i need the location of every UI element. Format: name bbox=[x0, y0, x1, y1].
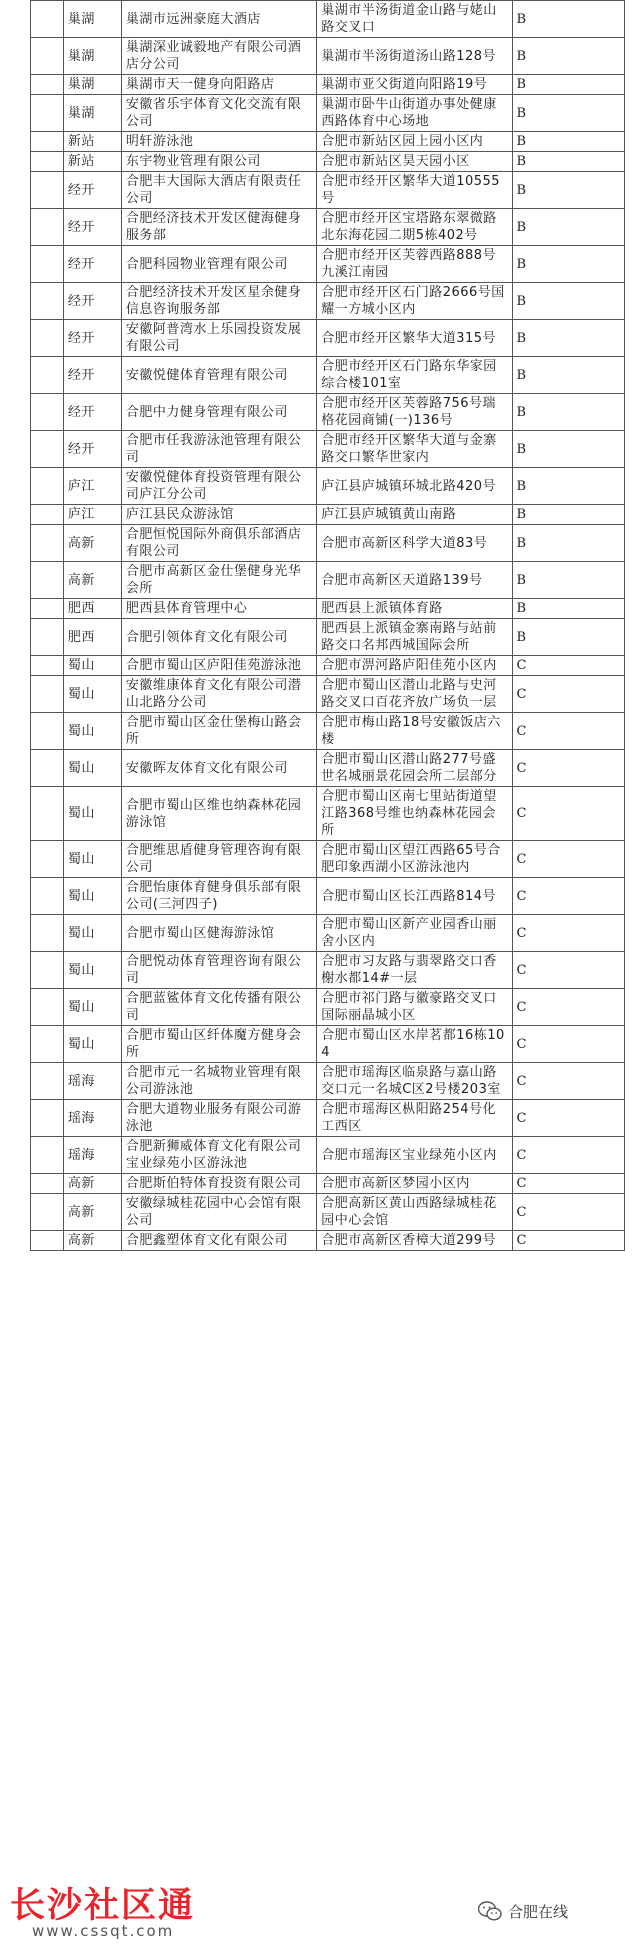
grade-cell: C bbox=[512, 952, 624, 989]
area-cell: 巢湖 bbox=[63, 1, 121, 38]
table-row bbox=[31, 841, 625, 878]
row-blank-cell bbox=[31, 952, 64, 989]
venue-name-cell: 安徽晖友体育文化有限公司 bbox=[121, 750, 316, 787]
row-blank-cell bbox=[31, 656, 64, 676]
venue-name-cell: 合肥市蜀山区金仕堡梅山路会所 bbox=[121, 713, 316, 750]
row-blank-cell bbox=[31, 1026, 64, 1063]
area-cell: 瑶海 bbox=[63, 1063, 121, 1100]
table-row bbox=[31, 95, 625, 132]
row-blank-cell bbox=[31, 841, 64, 878]
row-blank-cell bbox=[31, 619, 64, 656]
watermark-site bbox=[10, 1886, 250, 1940]
address-cell: 合肥市新站区园上园小区内 bbox=[317, 132, 512, 152]
venue-name-cell: 合肥引领体育文化有限公司 bbox=[121, 619, 316, 656]
venue-name-cell: 巢湖深业诚毅地产有限公司酒店分公司 bbox=[121, 38, 316, 75]
row-blank-cell bbox=[31, 95, 64, 132]
watermark-account-name: 合肥在线 bbox=[508, 1902, 569, 1921]
area-cell: 经开 bbox=[63, 246, 121, 283]
venue-name-cell: 合肥鑫塑体育文化有限公司 bbox=[121, 1231, 316, 1251]
address-cell: 合肥市高新区科学大道83号 bbox=[317, 525, 512, 562]
table-row bbox=[31, 525, 625, 562]
address-cell: 合肥市蜀山区南七里站街道望江路368号维也纳森林花园会所 bbox=[317, 787, 512, 841]
row-blank-cell bbox=[31, 209, 64, 246]
table-row bbox=[31, 989, 625, 1026]
venue-name-cell: 安徽绿城桂花园中心会馆有限公司 bbox=[121, 1194, 316, 1231]
area-cell: 瑶海 bbox=[63, 1100, 121, 1137]
table-row bbox=[31, 1137, 625, 1174]
venue-name-cell: 安徽维康体育文化有限公司潜山北路分公司 bbox=[121, 676, 316, 713]
address-cell: 合肥市经开区芙蓉路756号瑞格花园商铺(一)136号 bbox=[317, 394, 512, 431]
venue-name-cell: 合肥经济技术开发区星余健身信息咨询服务部 bbox=[121, 283, 316, 320]
area-cell: 蜀山 bbox=[63, 713, 121, 750]
table-row bbox=[31, 619, 625, 656]
address-cell: 巢湖市半汤街道汤山路128号 bbox=[317, 38, 512, 75]
row-blank-cell bbox=[31, 431, 64, 468]
area-cell: 经开 bbox=[63, 209, 121, 246]
venue-name-cell: 合肥市蜀山区庐阳佳苑游泳池 bbox=[121, 656, 316, 676]
venue-name-cell: 合肥市蜀山区纤体魔方健身会所 bbox=[121, 1026, 316, 1063]
table-row bbox=[31, 38, 625, 75]
area-cell: 新站 bbox=[63, 152, 121, 172]
grade-cell: C bbox=[512, 915, 624, 952]
grade-cell: B bbox=[512, 1, 624, 38]
address-cell: 合肥市习友路与翡翠路交口香榭水都14#一层 bbox=[317, 952, 512, 989]
area-cell: 蜀山 bbox=[63, 1026, 121, 1063]
area-cell: 蜀山 bbox=[63, 750, 121, 787]
address-cell: 合肥市蜀山区潜山路277号盛世名城丽景花园会所二层部分 bbox=[317, 750, 512, 787]
grade-cell: B bbox=[512, 525, 624, 562]
grade-cell: C bbox=[512, 676, 624, 713]
area-cell: 蜀山 bbox=[63, 952, 121, 989]
table-row bbox=[31, 713, 625, 750]
address-cell: 合肥市蜀山区水岸茗都16栋104 bbox=[317, 1026, 512, 1063]
area-cell: 蜀山 bbox=[63, 989, 121, 1026]
grade-cell: B bbox=[512, 505, 624, 525]
table-row bbox=[31, 431, 625, 468]
area-cell: 蜀山 bbox=[63, 676, 121, 713]
row-blank-cell bbox=[31, 152, 64, 172]
row-blank-cell bbox=[31, 599, 64, 619]
watermark-url: www.cssqt.com bbox=[32, 1922, 175, 1940]
area-cell: 新站 bbox=[63, 132, 121, 152]
table-row bbox=[31, 952, 625, 989]
row-blank-cell bbox=[31, 357, 64, 394]
row-blank-cell bbox=[31, 878, 64, 915]
row-blank-cell bbox=[31, 915, 64, 952]
area-cell: 蜀山 bbox=[63, 656, 121, 676]
address-cell: 庐江县庐城镇黄山南路 bbox=[317, 505, 512, 525]
grade-cell: C bbox=[512, 841, 624, 878]
area-cell: 蜀山 bbox=[63, 841, 121, 878]
venue-name-cell: 肥西县体育管理中心 bbox=[121, 599, 316, 619]
table-row bbox=[31, 1231, 625, 1251]
venue-name-cell: 安徽悦健体育管理有限公司 bbox=[121, 357, 316, 394]
venue-name-cell: 合肥蓝鲨体育文化传播有限公司 bbox=[121, 989, 316, 1026]
table-row bbox=[31, 599, 625, 619]
row-blank-cell bbox=[31, 246, 64, 283]
row-blank-cell bbox=[31, 75, 64, 95]
area-cell: 经开 bbox=[63, 357, 121, 394]
area-cell: 蜀山 bbox=[63, 915, 121, 952]
grade-cell: C bbox=[512, 1026, 624, 1063]
grade-cell: C bbox=[512, 1137, 624, 1174]
address-cell: 合肥市蜀山区望江西路65号合肥印象西湖小区游泳池内 bbox=[317, 841, 512, 878]
address-cell: 巢湖市亚父街道向阳路19号 bbox=[317, 75, 512, 95]
venue-name-cell: 合肥怡康体育健身俱乐部有限公司(三河四子) bbox=[121, 878, 316, 915]
address-cell: 合肥市梅山路18号安徽饭店六楼 bbox=[317, 713, 512, 750]
row-blank-cell bbox=[31, 283, 64, 320]
venue-name-cell: 合肥经济技术开发区健海健身服务部 bbox=[121, 209, 316, 246]
area-cell: 巢湖 bbox=[63, 38, 121, 75]
grade-cell: B bbox=[512, 75, 624, 95]
address-cell: 合肥市蜀山区潜山北路与史河路交叉口百花齐放广场负一层 bbox=[317, 676, 512, 713]
venue-name-cell: 合肥科园物业管理有限公司 bbox=[121, 246, 316, 283]
address-cell: 庐江县庐城镇环城北路420号 bbox=[317, 468, 512, 505]
grade-cell: B bbox=[512, 394, 624, 431]
venue-name-cell: 合肥丰大国际大酒店有限责任公司 bbox=[121, 172, 316, 209]
venue-name-cell: 合肥恒悦国际外商俱乐部酒店有限公司 bbox=[121, 525, 316, 562]
table-row bbox=[31, 152, 625, 172]
row-blank-cell bbox=[31, 676, 64, 713]
grade-cell: C bbox=[512, 713, 624, 750]
area-cell: 经开 bbox=[63, 283, 121, 320]
grade-cell: B bbox=[512, 132, 624, 152]
address-cell: 合肥市瑶海区宝业绿苑小区内 bbox=[317, 1137, 512, 1174]
table-row bbox=[31, 1026, 625, 1063]
address-cell: 合肥市淠河路庐阳佳苑小区内 bbox=[317, 656, 512, 676]
address-cell: 合肥市经开区繁华大道10555号 bbox=[317, 172, 512, 209]
grade-cell: C bbox=[512, 1063, 624, 1100]
area-cell: 高新 bbox=[63, 1174, 121, 1194]
grade-cell: B bbox=[512, 468, 624, 505]
address-cell: 合肥市经开区芙蓉西路888号九溪江南园 bbox=[317, 246, 512, 283]
venue-table bbox=[30, 0, 625, 1251]
address-cell: 合肥市蜀山区长江西路814号 bbox=[317, 878, 512, 915]
venue-table-body bbox=[31, 1, 625, 1251]
address-cell: 合肥市新站区昊天园小区 bbox=[317, 152, 512, 172]
table-row bbox=[31, 676, 625, 713]
area-cell: 高新 bbox=[63, 562, 121, 599]
venue-name-cell: 安徽阿普湾水上乐园投资发展有限公司 bbox=[121, 320, 316, 357]
address-cell: 合肥市经开区石门路东华家园综合楼101室 bbox=[317, 357, 512, 394]
area-cell: 高新 bbox=[63, 1231, 121, 1251]
watermark-account bbox=[478, 1897, 568, 1925]
row-blank-cell bbox=[31, 1137, 64, 1174]
table-row bbox=[31, 172, 625, 209]
venue-name-cell: 合肥市蜀山区健海游泳馆 bbox=[121, 915, 316, 952]
address-cell: 合肥市经开区繁华大道315号 bbox=[317, 320, 512, 357]
row-blank-cell bbox=[31, 505, 64, 525]
table-row bbox=[31, 357, 625, 394]
address-cell: 合肥市蜀山区新产业园香山丽舍小区内 bbox=[317, 915, 512, 952]
table-row bbox=[31, 656, 625, 676]
table-row bbox=[31, 750, 625, 787]
grade-cell: B bbox=[512, 152, 624, 172]
wechat-icon bbox=[478, 1901, 502, 1921]
table-row bbox=[31, 1174, 625, 1194]
row-blank-cell bbox=[31, 132, 64, 152]
venue-name-cell: 合肥维思盾健身管理咨询有限公司 bbox=[121, 841, 316, 878]
grade-cell: B bbox=[512, 357, 624, 394]
venue-name-cell: 巢湖市远洲豪庭大酒店 bbox=[121, 1, 316, 38]
row-blank-cell bbox=[31, 750, 64, 787]
grade-cell: C bbox=[512, 1194, 624, 1231]
grade-cell: B bbox=[512, 95, 624, 132]
venue-name-cell: 合肥新狮威体育文化有限公司宝业绿苑小区游泳池 bbox=[121, 1137, 316, 1174]
area-cell: 巢湖 bbox=[63, 95, 121, 132]
table-row bbox=[31, 246, 625, 283]
area-cell: 经开 bbox=[63, 394, 121, 431]
table-row bbox=[31, 1194, 625, 1231]
venue-name-cell: 安徽悦健体育投资管理有限公司庐江分公司 bbox=[121, 468, 316, 505]
area-cell: 蜀山 bbox=[63, 878, 121, 915]
venue-name-cell: 合肥市高新区金仕堡健身光华会所 bbox=[121, 562, 316, 599]
table-row bbox=[31, 320, 625, 357]
venue-name-cell: 合肥市蜀山区维也纳森林花园游泳馆 bbox=[121, 787, 316, 841]
table-row bbox=[31, 132, 625, 152]
venue-name-cell: 合肥大道物业服务有限公司游泳池 bbox=[121, 1100, 316, 1137]
table-row bbox=[31, 787, 625, 841]
grade-cell: C bbox=[512, 878, 624, 915]
row-blank-cell bbox=[31, 713, 64, 750]
table-row bbox=[31, 878, 625, 915]
address-cell: 合肥市经开区繁华大道与金寨路交口繁华世家内 bbox=[317, 431, 512, 468]
row-blank-cell bbox=[31, 1100, 64, 1137]
table-row bbox=[31, 468, 625, 505]
grade-cell: B bbox=[512, 599, 624, 619]
row-blank-cell bbox=[31, 320, 64, 357]
grade-cell: C bbox=[512, 1174, 624, 1194]
table-row bbox=[31, 394, 625, 431]
row-blank-cell bbox=[31, 38, 64, 75]
address-cell: 合肥市高新区香樟大道299号 bbox=[317, 1231, 512, 1251]
area-cell: 经开 bbox=[63, 320, 121, 357]
row-blank-cell bbox=[31, 787, 64, 841]
address-cell: 肥西县上派镇体育路 bbox=[317, 599, 512, 619]
table-row bbox=[31, 1100, 625, 1137]
row-blank-cell bbox=[31, 989, 64, 1026]
grade-cell: B bbox=[512, 562, 624, 599]
row-blank-cell bbox=[31, 1194, 64, 1231]
area-cell: 肥西 bbox=[63, 599, 121, 619]
address-cell: 巢湖市半汤街道金山路与姥山路交叉口 bbox=[317, 1, 512, 38]
venue-name-cell: 合肥中力健身管理有限公司 bbox=[121, 394, 316, 431]
row-blank-cell bbox=[31, 1174, 64, 1194]
address-cell: 合肥高新区黄山西路绿城桂花园中心会馆 bbox=[317, 1194, 512, 1231]
grade-cell: B bbox=[512, 38, 624, 75]
grade-cell: C bbox=[512, 1231, 624, 1251]
area-cell: 经开 bbox=[63, 431, 121, 468]
address-cell: 合肥市瑶海区临泉路与嘉山路交口元一名城C区2号楼203室 bbox=[317, 1063, 512, 1100]
grade-cell: B bbox=[512, 431, 624, 468]
venue-name-cell: 庐江县民众游泳馆 bbox=[121, 505, 316, 525]
grade-cell: B bbox=[512, 619, 624, 656]
area-cell: 巢湖 bbox=[63, 75, 121, 95]
grade-cell: C bbox=[512, 1100, 624, 1137]
row-blank-cell bbox=[31, 525, 64, 562]
row-blank-cell bbox=[31, 562, 64, 599]
venue-name-cell: 明轩游泳池 bbox=[121, 132, 316, 152]
table-row bbox=[31, 1, 625, 38]
address-cell: 合肥市瑶海区枞阳路254号化工西区 bbox=[317, 1100, 512, 1137]
address-cell: 合肥市经开区宝塔路东翠微路北东海花园二期5栋402号 bbox=[317, 209, 512, 246]
watermark-title: 长沙社区通 bbox=[10, 1886, 196, 1926]
row-blank-cell bbox=[31, 172, 64, 209]
grade-cell: C bbox=[512, 656, 624, 676]
table-row bbox=[31, 1063, 625, 1100]
table-row bbox=[31, 505, 625, 525]
row-blank-cell bbox=[31, 394, 64, 431]
grade-cell: B bbox=[512, 283, 624, 320]
address-cell: 巢湖市卧牛山街道办事处健康西路体育中心场地 bbox=[317, 95, 512, 132]
area-cell: 庐江 bbox=[63, 505, 121, 525]
grade-cell: B bbox=[512, 320, 624, 357]
row-blank-cell bbox=[31, 1, 64, 38]
venue-name-cell: 合肥悦动体育管理咨询有限公司 bbox=[121, 952, 316, 989]
row-blank-cell bbox=[31, 1231, 64, 1251]
area-cell: 蜀山 bbox=[63, 787, 121, 841]
venue-name-cell: 巢湖市天一健身向阳路店 bbox=[121, 75, 316, 95]
venue-name-cell: 合肥市任我游泳池管理有限公司 bbox=[121, 431, 316, 468]
table-row bbox=[31, 283, 625, 320]
address-cell: 合肥市经开区石门路2666号国耀一方城小区内 bbox=[317, 283, 512, 320]
address-cell: 合肥市高新区天道路139号 bbox=[317, 562, 512, 599]
row-blank-cell bbox=[31, 468, 64, 505]
address-cell: 合肥市高新区梦园小区内 bbox=[317, 1174, 512, 1194]
grade-cell: B bbox=[512, 209, 624, 246]
grade-cell: C bbox=[512, 750, 624, 787]
venue-name-cell: 合肥斯伯特体育投资有限公司 bbox=[121, 1174, 316, 1194]
area-cell: 肥西 bbox=[63, 619, 121, 656]
area-cell: 经开 bbox=[63, 172, 121, 209]
venue-name-cell: 东宇物业管理有限公司 bbox=[121, 152, 316, 172]
table-row bbox=[31, 209, 625, 246]
grade-cell: B bbox=[512, 172, 624, 209]
table-row bbox=[31, 915, 625, 952]
table-row bbox=[31, 75, 625, 95]
address-cell: 肥西县上派镇金寨南路与站前路交口名邦西城国际会所 bbox=[317, 619, 512, 656]
row-blank-cell bbox=[31, 1063, 64, 1100]
venue-name-cell: 合肥市元一名城物业管理有限公司游泳池 bbox=[121, 1063, 316, 1100]
address-cell: 合肥市祁门路与徽豪路交叉口国际丽晶城小区 bbox=[317, 989, 512, 1026]
area-cell: 庐江 bbox=[63, 468, 121, 505]
grade-cell: C bbox=[512, 989, 624, 1026]
venue-name-cell: 安徽省乐宇体育文化交流有限公司 bbox=[121, 95, 316, 132]
grade-cell: B bbox=[512, 246, 624, 283]
area-cell: 高新 bbox=[63, 525, 121, 562]
area-cell: 瑶海 bbox=[63, 1137, 121, 1174]
grade-cell: C bbox=[512, 787, 624, 841]
area-cell: 高新 bbox=[63, 1194, 121, 1231]
table-row bbox=[31, 562, 625, 599]
